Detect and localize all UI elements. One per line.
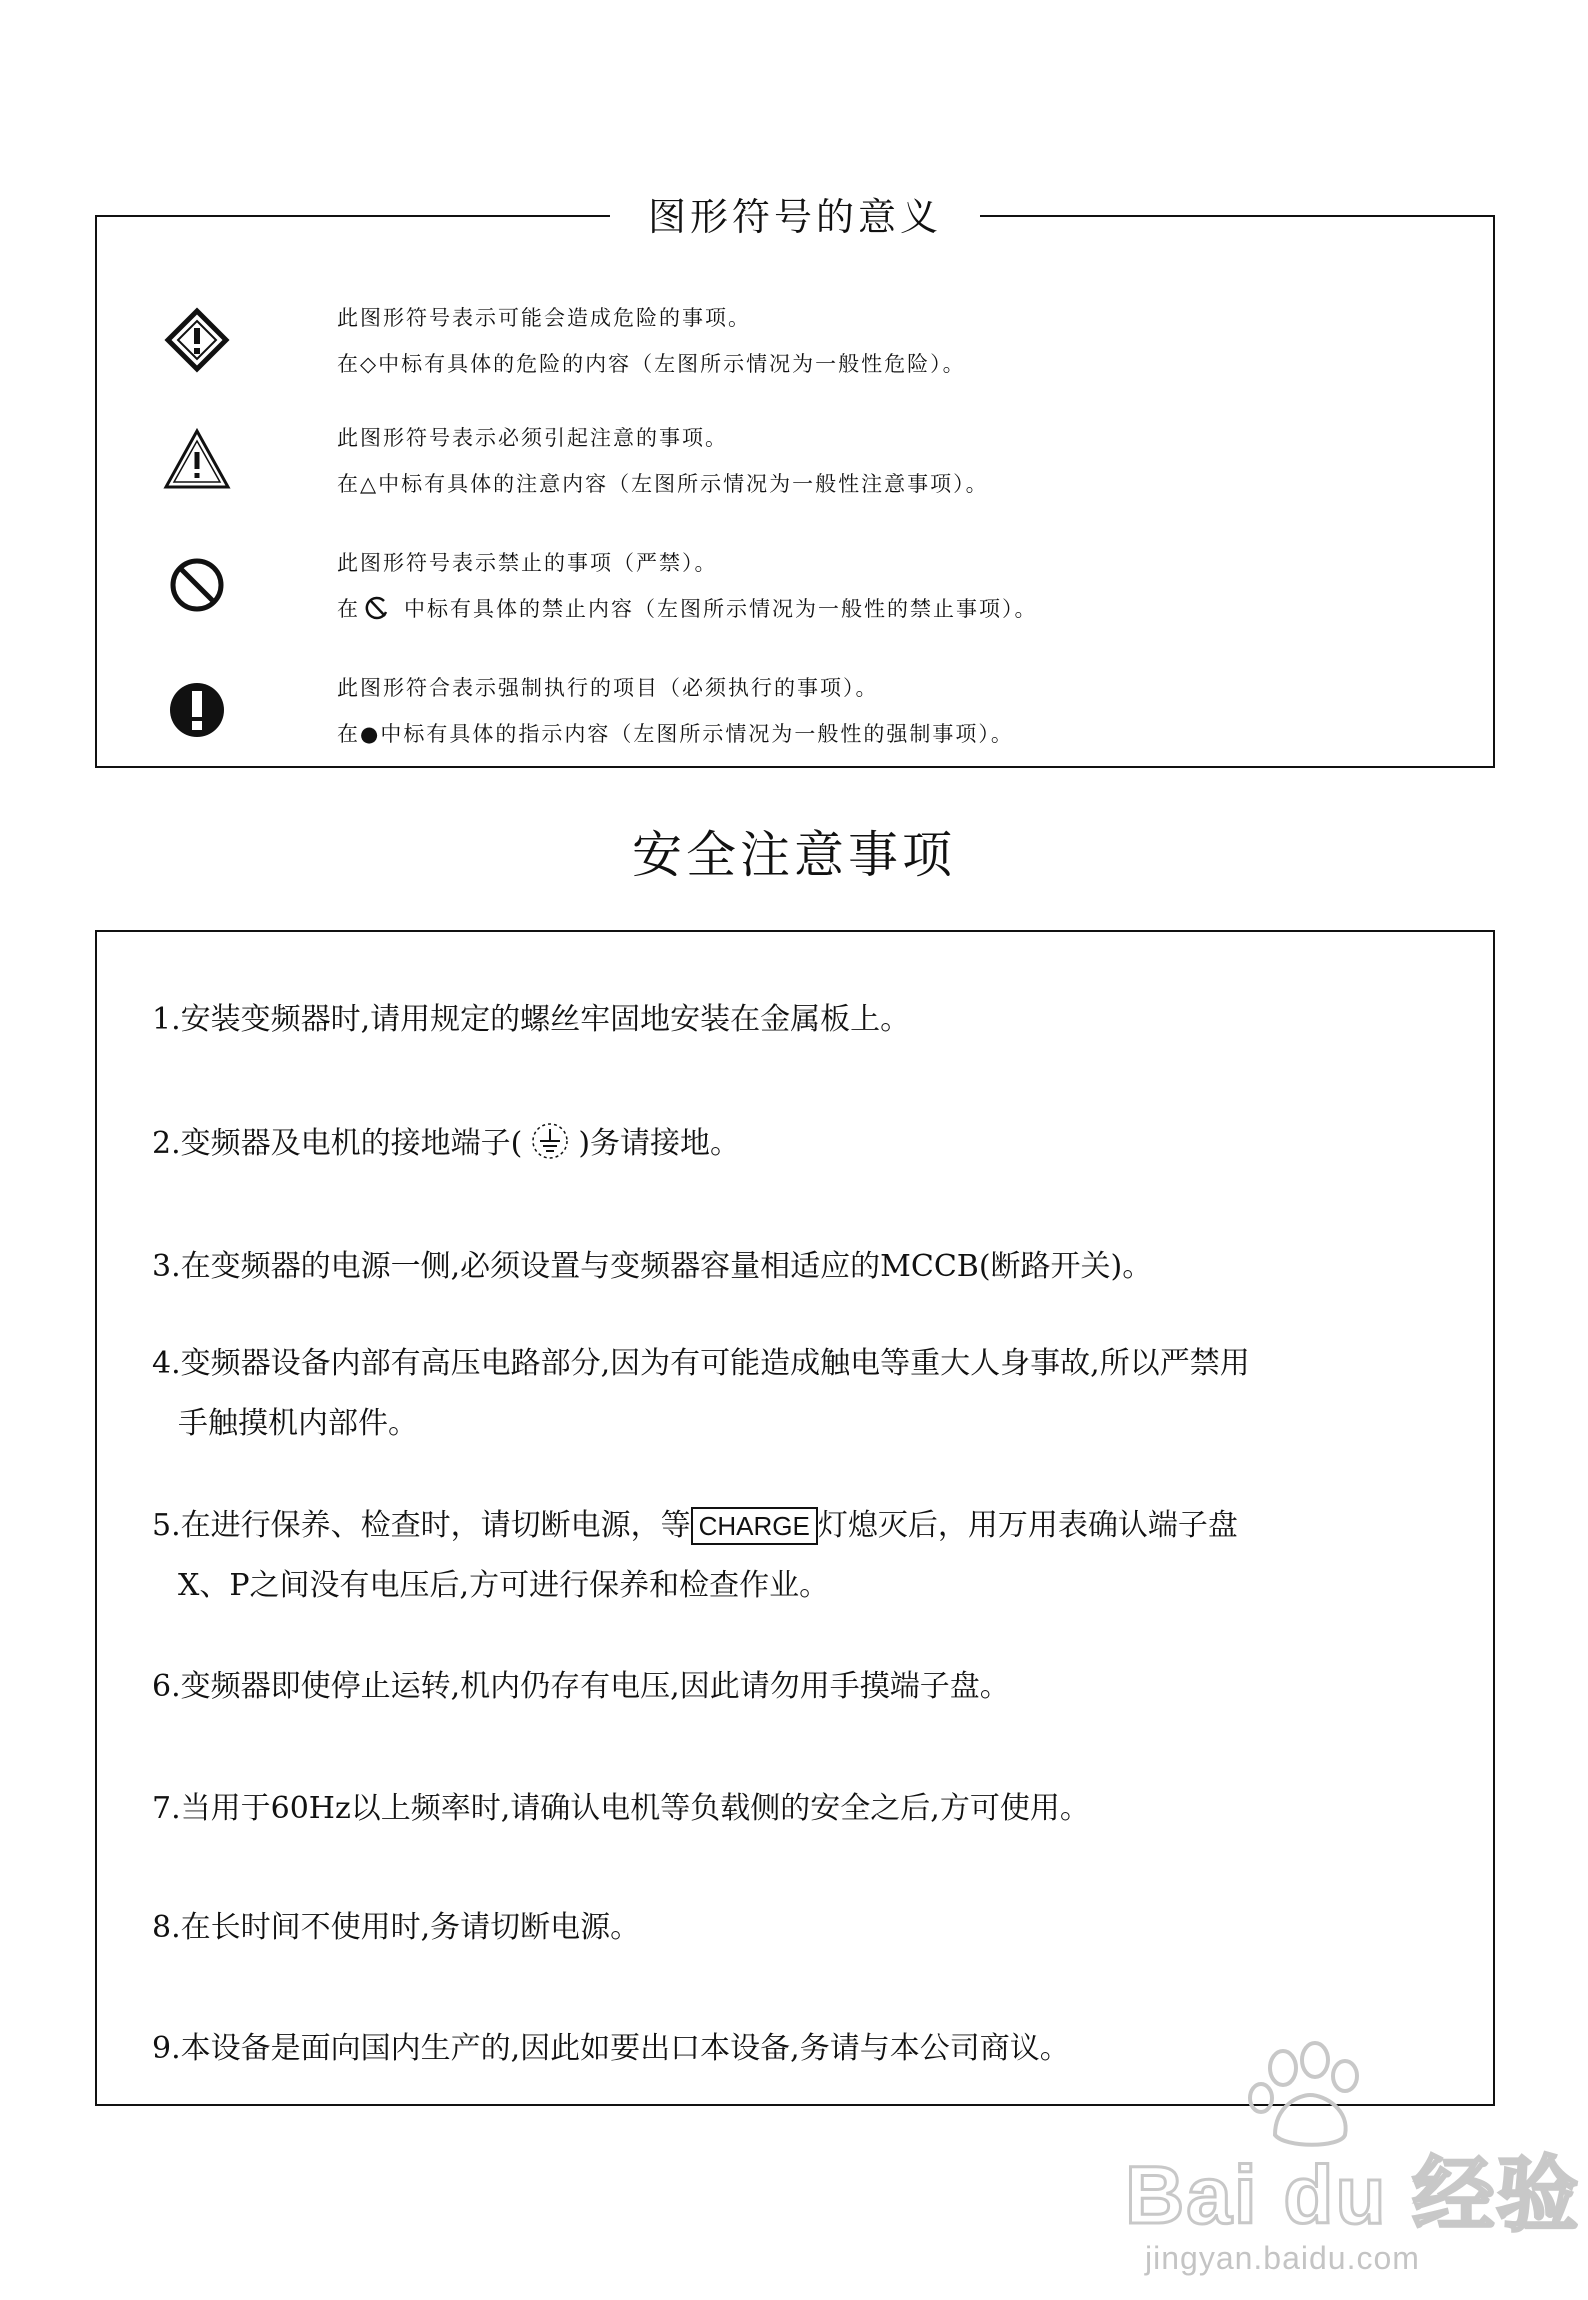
baidu-jingyan-watermark bbox=[1125, 2040, 1581, 2280]
safety-item-2 bbox=[152, 1114, 740, 1174]
safety-item-4-line1: 4.变频器设备内部有高压电路部分,因为有可能造成触电等重大人身事故,所以严禁用 bbox=[152, 1346, 1250, 1381]
safety-item-3: 3.在变频器的电源一侧,必须设置与变频器容量相适应的MCCB(断路开关)。 bbox=[152, 1249, 1153, 1284]
symbol-desc-line: 在●中标有具体的指示内容（左图所示情况为一般性的强制事项）。 bbox=[337, 722, 1014, 746]
symbol-row-prohibited bbox=[97, 540, 1493, 640]
symbol-desc-line: 此图形符号表示禁止的事项（严禁）。 bbox=[337, 551, 718, 575]
ground-terminal-icon bbox=[530, 1121, 570, 1161]
safety-item-7: 7.当用于60Hz以上频率时,请确认电机等负载侧的安全之后,方可使用。 bbox=[152, 1791, 1090, 1826]
safety-item-5-prefix: 5.在进行保养、检查时，请切断电源，等 bbox=[152, 1508, 691, 1543]
mandatory-exclamation-icon bbox=[162, 675, 232, 745]
symbol-row-danger bbox=[97, 295, 1493, 395]
watermark-brand: Bai du 经验 bbox=[1125, 2150, 1581, 2241]
charge-indicator-label: CHARGE bbox=[691, 1507, 818, 1545]
symbol-desc-suffix: 中标有具体的禁止内容（左图所示情况为一般性的禁止事项）。 bbox=[404, 597, 1038, 621]
small-prohibited-icon bbox=[364, 591, 390, 617]
watermark-url: jingyan.baidu.com bbox=[1145, 2240, 1420, 2276]
safety-item-8: 8.在长时间不使用时,务请切断电源。 bbox=[152, 1910, 641, 1945]
symbol-desc-line: 在△中标有具体的注意内容（左图所示情况为一般性注意事项）。 bbox=[337, 472, 989, 496]
prohibited-icon bbox=[162, 550, 232, 620]
safety-item-2-prefix: 2.变频器及电机的接地端子( bbox=[152, 1126, 523, 1161]
symbol-desc-line: 此图形符号表示必须引起注意的事项。 bbox=[337, 426, 728, 450]
diamond-exclamation-icon bbox=[162, 305, 232, 375]
symbol-desc-line: 在◇中标有具体的危险的内容（左图所示情况为一般性危险）。 bbox=[337, 352, 966, 376]
safety-items-box bbox=[95, 930, 1495, 2106]
triangle-warning-icon bbox=[162, 425, 232, 495]
safety-item-1: 1.安装变频器时,请用规定的螺丝牢固地安装在金属板上。 bbox=[152, 1002, 911, 1037]
safety-item-5 bbox=[152, 1496, 1238, 1616]
symbol-desc-line: 此图形符号表示可能会造成危险的事项。 bbox=[337, 306, 751, 330]
symbol-meaning-box bbox=[95, 195, 1495, 768]
symbol-row-caution bbox=[97, 415, 1493, 515]
symbol-row-mandatory bbox=[97, 665, 1493, 765]
safety-item-5-line2: X、P之间没有电压后,方可进行保养和检查作业。 bbox=[178, 1568, 830, 1603]
safety-item-6: 6.变频器即使停止运转,机内仍存有电压,因此请勿用手摸端子盘。 bbox=[152, 1669, 1010, 1704]
symbol-desc-prefix: 在 bbox=[337, 597, 360, 621]
safety-item-4-line2: 手触摸机内部件。 bbox=[178, 1406, 418, 1441]
safety-item-9: 9.本设备是面向国内生产的,因此如要出口本设备,务请与本公司商议。 bbox=[152, 2031, 1070, 2066]
safety-item-4 bbox=[152, 1334, 1250, 1454]
safety-section-title: 安全注意事项 bbox=[632, 826, 956, 884]
safety-item-2-suffix: )务请接地。 bbox=[578, 1126, 741, 1161]
symbol-desc-line: 此图形符合表示强制执行的项目（必须执行的事项）。 bbox=[337, 676, 879, 700]
symbol-section-title: 图形符号的意义 bbox=[610, 187, 980, 247]
safety-item-5-suffix: 灯熄灭后，用万用表确认端子盘 bbox=[817, 1508, 1238, 1543]
